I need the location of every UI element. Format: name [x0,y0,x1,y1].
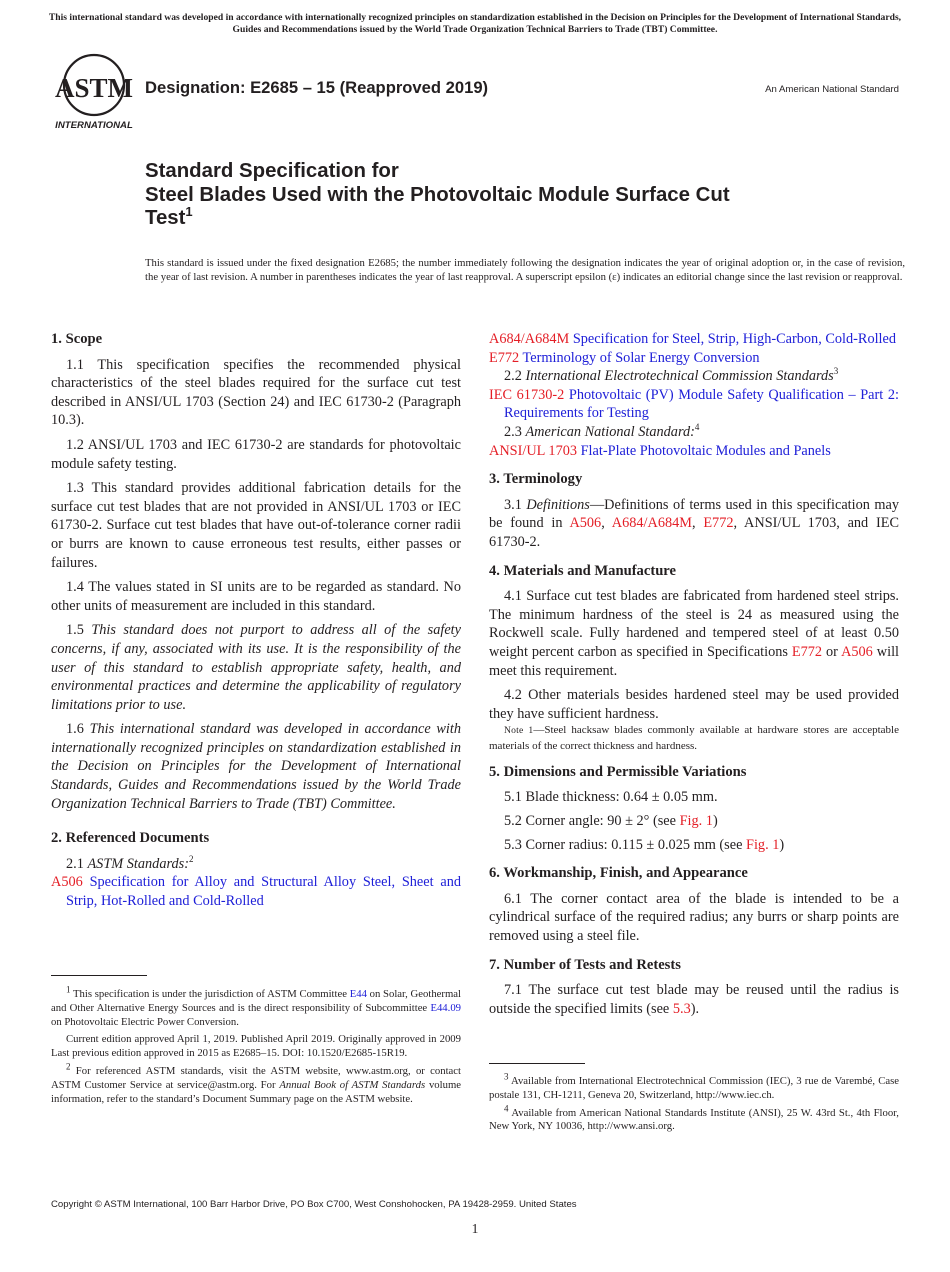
refs-2-2-label: International Electrotechnical Commission Standards [525,368,834,385]
section-heading-scope: 1. Scope [51,331,103,347]
right-column [489,330,899,1024]
footnote-4-text: Available from American National Standards Institute (ANSI), 25 W. 43rd St., 4th Floor, New York, NY 10036, http://www.ansi.org. [489,1106,899,1133]
title-line-3: Test [145,207,186,230]
reference-ul1703[interactable] [489,442,899,461]
reference-iec-code[interactable]: IEC 61730-2 [489,386,565,403]
footnote-mark-3: 3 [833,366,839,377]
footnotes-right [489,1071,899,1138]
footnote-2-text-b: volume information, refer to the standard’s Document Summary page on the ASTM website. [51,1078,461,1105]
refs-2-3 [489,423,899,442]
reference-ul1703-code[interactable]: ANSI/UL 1703 [489,442,578,459]
dimensions-5-3-text: 5.3 Corner radius: 0.115 ± 0.025 mm (see [504,836,743,853]
note-1-label: Note 1 [504,725,534,737]
materials-ref-e772[interactable]: E772 [791,643,823,660]
scope-1-5-text: This standard does not purport to address all of the safety concerns, if any, associated with its use. It is the responsibility of the user of this standard to establish appropriate safety, health, and environmental practices and determine the applicability of regulatory limitations prior to use. [51,622,461,713]
terminology-ref-a684[interactable]: A684/A684M [611,515,692,532]
tests-7-1 [489,981,899,1018]
reference-a506[interactable] [51,873,461,910]
section-heading-dimensions: 5. Dimensions and Permissible Variations [489,763,747,780]
page-number: 1 [471,1221,479,1236]
fig-1-link-angle[interactable]: Fig. 1 [679,813,713,830]
designation: Designation: E2685 – 15 (Reapproved 2019) [145,78,489,97]
terminology-text-b: , ANSI/UL 1703, and IEC 61730-2. [489,515,899,550]
section-heading-referenced-documents: 2. Referenced Documents [51,830,210,847]
standards-notice: This international standard was developed in accordance with internationally recognized principles on standardization established in the Decision on Principles for the Development of International Standards, Guides and Recommendations issued by the World Trade Organization Technical Barriers to Trade (TBT) Committee. [48,12,902,36]
astm-logo-subtext: INTERNATIONAL [55,120,133,131]
reference-ul1703-title[interactable]: Flat-Plate Photovoltaic Modules and Panels [580,442,831,459]
fig-1-link-radius[interactable]: Fig. 1 [746,836,780,853]
refs-2-1-label: ASTM Standards: [87,855,189,872]
reference-a684-code[interactable]: A684/A684M [489,331,570,347]
refs-2-2-number: 2.2 [504,368,522,385]
scope-1-3: 1.3 This standard provides additional fabrication details for the surface cut test blades that are not provided in ANSI/UL 1703 or IEC 61730-2. Surface cut test blades that have out-of-tolerance corner radii or burrs are known to cause erroneous test results, either passes or failures. [51,480,461,571]
scope-1-5-number: 1.5 [66,622,84,639]
reference-a506-title[interactable]: Specification for Alloy and Structural Alloy Steel, Sheet and Strip, Hot-Rolled and Cold-Rolled [66,874,461,910]
astm-logo-text: ASTM [54,73,134,103]
title-line-2: Steel Blades Used with the Photovoltaic Module Surface Cut [145,183,730,206]
note-1 [489,723,899,753]
scope-1-1: 1.1 This specification specifies the recommended physical characteristics of the steel blades required for the surface cut test described in ANSI/UL 1703 (Section 24) and IEC 61730-2 (Paragraph 10.3). [51,356,461,429]
footnote-1-text-c: on Photovoltaic Electric Power Conversion. [51,1015,239,1028]
refs-2-1-number: 2.1 [66,855,84,872]
tests-7-1-end: ). [690,1000,700,1017]
footnote-1 [51,984,462,1029]
footnote-mark-4: 4 [694,422,700,433]
footnote-1-edition: Current edition approved April 1, 2019. Published April 2019. Originally approved in 2009 Last previous edition approved in 2015 as E2685–15. DOI: 10.1520/E2685-15R19. [51,1033,461,1060]
footnote-mark-2: 2 [189,854,194,865]
reference-a506-code[interactable]: A506 [51,874,83,891]
materials-4-1 [489,587,899,680]
left-column [51,330,461,917]
materials-4-1-text-b: will meet this requirement. [489,643,900,679]
footnote-divider-right [489,1063,585,1064]
section-heading-materials: 4. Materials and Manufacture [489,562,676,579]
terminology-ref-e772[interactable]: E772 [703,515,734,532]
workmanship-6-1: 6.1 The corner contact area of the blade is intended to be a cylindrical surface of the required radius; any burrs or sharp points are removed using a steel file. [489,890,899,945]
footnote-3-text: Available from International Electrotechnical Commission (IEC), 3 rue de Varembé, Case postale 131, CH-1211, Geneva 20, Switzerland, http://www.iec.ch. [489,1075,899,1101]
refs-2-3-number: 2.3 [504,423,522,440]
scope-1-2: 1.2 ANSI/UL 1703 and IEC 61730-2 are standards for photovoltaic module safety testing. [51,436,461,472]
dimensions-5-2 [489,812,899,831]
scope-1-6 [51,720,461,813]
materials-ref-a506[interactable]: A506 [841,643,873,660]
footnote-2-italic: Annual Book of ASTM Standards [279,1078,426,1091]
astm-logo [53,52,135,134]
footnote-4-mark: 4 [504,1103,509,1114]
refs-2-1 [51,855,461,874]
terminology-term: Definitions [526,496,590,513]
reference-a684-title[interactable]: Specification for Steel, Strip, High-Carbon, Cold-Rolled [572,331,897,347]
dimensions-5-2-close: ) [712,813,718,830]
terminology-ref-a506[interactable]: A506 [569,515,602,532]
materials-4-1-or: or [826,643,838,660]
terminology-number: 3.1 [504,496,522,513]
footnote-divider [51,975,147,976]
document-title [145,160,845,231]
dimensions-5-3-close: ) [779,836,785,853]
section-5-3-link[interactable]: 5.3 [672,1000,691,1017]
reference-e772[interactable] [489,349,899,368]
note-1-text: —Steel hacksaw blades commonly available at hardware stores are acceptable materials of the correct thickness and hardness. [489,724,899,752]
scope-1-5 [51,621,461,714]
dimensions-5-2-text: 5.2 Corner angle: 90 ± 2° (see [504,813,676,830]
scope-1-6-text: This international standard was developed in accordance with internationally recognized principles on standardization established in the Decision on Principles for the Development of International Standards, Guides and Recommendations issued by the World Trade Organization Technical Barriers to Trade (TBT) Committee. [51,721,462,812]
refs-2-2 [489,367,899,386]
footnote-link-e44[interactable]: E44 [349,988,367,1000]
tests-7-1-text: 7.1 The surface cut test blade may be reused until the radius is outside the specified limits (see [489,982,899,1017]
footnote-1-text-a: This specification is under the jurisdiction of ASTM Committee [73,988,347,1000]
scope-1-6-number: 1.6 [66,721,84,738]
copyright-notice: Copyright © ASTM International, 100 Barr Harbor Drive, PO Box C700, West Conshohocken, PA 19428-2959. United States [51,1199,577,1210]
title-footnote-mark: 1 [185,204,193,220]
national-standard-label: An American National Standard [765,84,899,95]
issuance-statement: This standard is issued under the fixed designation E2685; the number immediately following the designation indicates the year of original adoption or, in the case of revision, the year of last revision. A number in parentheses indicates the year of last reapproval. A superscript epsilon (ε) indicates an editorial change since the last revision or reapproval. [145,257,905,284]
footnote-2 [51,1061,461,1106]
footnote-4 [489,1103,899,1135]
footnote-2-text-a: For referenced ASTM standards, visit the ASTM website, www.astm.org, or contact ASTM Customer Service at service@astm.org. For [51,1064,461,1091]
footnote-1-mark: 1 [66,984,71,995]
terminology-text-a: —Definitions of terms used in this specification may be found in [489,496,899,532]
refs-2-3-label: American National Standard: [525,423,695,440]
materials-4-1-text-a: 4.1 Surface cut test blades are fabricated from hardened steel strips. The minimum hardness of the steel is 24 as measured using the Rockwell scale. Fully hardened and tempered steel of at least 0.50 weight percent carbon as specified in Specifications [489,588,899,660]
scope-1-4: 1.4 The values stated in SI units are to be regarded as standard. No other units of measurement are included in this standard. [51,579,461,614]
reference-iec[interactable] [489,386,899,423]
dimensions-5-3 [489,836,899,855]
title-line-1: Standard Specification for [145,160,399,182]
terminology-3-1: 3.1 Definitions—Definitions of terms used in this specification may be found in A506, A684/A684M, E772, ANSI/UL 1703, and IEC 61730-2. [489,496,899,550]
section-heading-workmanship: 6. Workmanship, Finish, and Appearance [489,865,748,882]
section-heading-terminology: 3. Terminology [489,471,583,488]
footnote-3-mark: 3 [504,1071,509,1082]
section-heading-tests: 7. Number of Tests and Retests [489,956,681,973]
materials-4-2: 4.2 Other materials besides hardened steel may be used provided they have sufficient hardness. [489,687,899,722]
reference-iec-title[interactable]: Photovoltaic (PV) Module Safety Qualification – Part 2: Requirements for Testing [504,386,899,422]
footnote-3 [489,1071,899,1103]
reference-a684[interactable] [489,330,899,349]
dimensions-5-1: 5.1 Blade thickness: 0.64 ± 0.05 mm. [504,789,718,806]
reference-e772-title[interactable]: Terminology of Solar Energy Conversion [522,349,760,366]
footnote-link-e44-09[interactable]: E44.09 [430,1001,462,1014]
footnote-2-mark: 2 [66,1061,71,1072]
footnotes-left [51,984,462,1110]
footnote-1-text-b: on Solar, Geothermal and Other Alternative Energy Sources and is the direct responsibility of Subcommittee [51,988,461,1014]
reference-e772-code[interactable]: E772 [489,349,520,366]
